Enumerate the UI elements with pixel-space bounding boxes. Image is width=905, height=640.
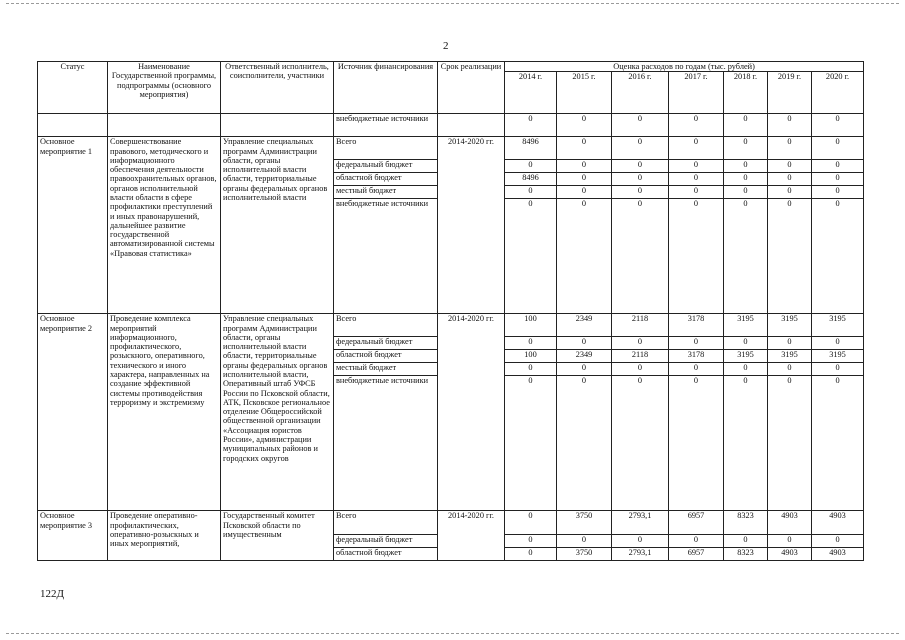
responsible-cell: Государственный комитет Псковской области по имущественным [221, 511, 334, 561]
value-cell: 0 [724, 114, 768, 137]
value-cell: 0 [669, 199, 724, 314]
value-cell: 3750 [557, 511, 612, 535]
value-cell: 0 [812, 186, 864, 199]
value-cell: 3195 [768, 350, 812, 363]
value-cell: 0 [768, 199, 812, 314]
value-cell: 0 [669, 173, 724, 186]
value-cell: 3195 [724, 350, 768, 363]
value-cell: 0 [812, 535, 864, 548]
header-year: 2014 г. [505, 72, 557, 114]
value-cell: 6957 [669, 511, 724, 535]
value-cell: 3195 [768, 314, 812, 337]
name-cell: Проведение оперативно-профилактических, оперативно-розыскных и иных мероприятий, [108, 511, 221, 561]
value-cell: 3195 [812, 350, 864, 363]
page-number: 2 [443, 40, 449, 52]
table-row [38, 137, 864, 160]
value-cell: 0 [557, 186, 612, 199]
value-cell: 0 [812, 160, 864, 173]
source-cell: областной бюджет [334, 548, 438, 561]
value-cell: 100 [505, 314, 557, 337]
value-cell: 0 [669, 137, 724, 160]
value-cell: 0 [812, 376, 864, 511]
value-cell: 3195 [812, 314, 864, 337]
value-cell: 2118 [612, 350, 669, 363]
scan-top-edge [6, 3, 899, 4]
source-cell: внебюджетные источники [334, 114, 438, 137]
value-cell: 0 [505, 186, 557, 199]
value-cell: 0 [505, 160, 557, 173]
value-cell: 0 [612, 376, 669, 511]
value-cell: 0 [812, 114, 864, 137]
header-year: 2015 г. [557, 72, 612, 114]
value-cell: 0 [669, 363, 724, 376]
source-cell: Всего [334, 511, 438, 535]
value-cell: 0 [812, 337, 864, 350]
value-cell: 3195 [724, 314, 768, 337]
value-cell: 0 [557, 337, 612, 350]
responsible-cell: Управление специальных программ Администрации области, органы исполнительной власти области, территориальные органы федеральных органов исполнительной власти [221, 137, 334, 314]
value-cell: 0 [505, 548, 557, 561]
term-cell: 2014-2020 гг. [438, 137, 505, 314]
header-year: 2019 г. [768, 72, 812, 114]
responsible-cell: Управление специальных программ Администрации области, органы исполнительной власти области, территориальные органы федеральных органов исполнительной власти, Оперативный штаб УФСБ России по Псковской области, АТК, Псковское региональное отделение Общероссийской общественной организации «Ассоциация юристов России», администрации муниципальных районов и городских округов [221, 314, 334, 511]
value-cell: 0 [724, 186, 768, 199]
value-cell: 3178 [669, 314, 724, 337]
value-cell: 0 [557, 363, 612, 376]
expenses-table [37, 61, 864, 561]
value-cell: 2118 [612, 314, 669, 337]
value-cell: 0 [724, 137, 768, 160]
value-cell: 0 [812, 173, 864, 186]
source-cell: федеральный бюджет [334, 535, 438, 548]
value-cell: 0 [768, 160, 812, 173]
value-cell: 0 [768, 535, 812, 548]
value-cell: 0 [768, 137, 812, 160]
value-cell: 0 [557, 376, 612, 511]
term-cell: 2014-2020 гг. [438, 511, 505, 561]
status-cell: Основное мероприятие 1 [38, 137, 108, 314]
value-cell: 0 [612, 199, 669, 314]
value-cell: 4903 [768, 511, 812, 535]
value-cell: 0 [724, 535, 768, 548]
value-cell: 2349 [557, 314, 612, 337]
value-cell: 0 [505, 535, 557, 548]
value-cell: 0 [505, 114, 557, 137]
source-cell: областной бюджет [334, 173, 438, 186]
empty-cell [221, 114, 334, 137]
value-cell: 8323 [724, 548, 768, 561]
term-cell: 2014-2020 гг. [438, 314, 505, 511]
value-cell: 100 [505, 350, 557, 363]
value-cell: 3178 [669, 350, 724, 363]
header-year: 2017 г. [669, 72, 724, 114]
name-cell: Совершенствование правового, методического и информационного обеспечения деятельности правоохранительных органов, органов исполнительной власти области в сфере профилактики преступлений и иных правонарушений, дальнейшее развитие государственной автоматизированной системы «Правовая статистика» [108, 137, 221, 314]
table-row [38, 114, 864, 137]
source-cell: Всего [334, 314, 438, 337]
table-row [38, 314, 864, 337]
value-cell: 0 [505, 199, 557, 314]
value-cell: 8323 [724, 511, 768, 535]
value-cell: 2793,1 [612, 548, 669, 561]
header-year: 2020 г. [812, 72, 864, 114]
value-cell: 2349 [557, 350, 612, 363]
empty-cell [38, 114, 108, 137]
value-cell: 0 [612, 363, 669, 376]
value-cell: 0 [669, 160, 724, 173]
header-responsible: Ответственный исполнитель, соисполнители, участники [221, 62, 334, 114]
value-cell: 4903 [812, 511, 864, 535]
value-cell: 0 [724, 376, 768, 511]
source-cell: местный бюджет [334, 186, 438, 199]
value-cell: 0 [768, 186, 812, 199]
header-source: Источник финансирования [334, 62, 438, 114]
value-cell: 0 [812, 199, 864, 314]
source-cell: федеральный бюджет [334, 337, 438, 350]
value-cell: 0 [724, 173, 768, 186]
header-year: 2018 г. [724, 72, 768, 114]
value-cell: 8496 [505, 173, 557, 186]
table-row [38, 511, 864, 535]
value-cell: 0 [768, 337, 812, 350]
value-cell: 0 [669, 337, 724, 350]
value-cell: 0 [812, 363, 864, 376]
value-cell: 0 [724, 160, 768, 173]
value-cell: 0 [557, 173, 612, 186]
header-name: Наименование Государственной программы, подпрограммы (основного мероприятия) [108, 62, 221, 114]
value-cell: 0 [505, 363, 557, 376]
source-cell: областной бюджет [334, 350, 438, 363]
value-cell: 0 [505, 511, 557, 535]
value-cell: 0 [612, 186, 669, 199]
value-cell: 8496 [505, 137, 557, 160]
value-cell: 0 [612, 173, 669, 186]
value-cell: 6957 [669, 548, 724, 561]
value-cell: 0 [669, 376, 724, 511]
value-cell: 0 [557, 114, 612, 137]
value-cell: 0 [505, 337, 557, 350]
header-term: Срок реализации [438, 62, 505, 114]
value-cell: 0 [557, 535, 612, 548]
value-cell: 0 [557, 137, 612, 160]
value-cell: 0 [724, 199, 768, 314]
source-cell: внебюджетные источники [334, 199, 438, 314]
empty-cell [438, 114, 505, 137]
value-cell: 3750 [557, 548, 612, 561]
value-cell: 2793,1 [612, 511, 669, 535]
value-cell: 0 [768, 376, 812, 511]
status-cell: Основное мероприятие 3 [38, 511, 108, 561]
value-cell: 0 [557, 199, 612, 314]
source-cell: внебюджетные источники [334, 376, 438, 511]
header-status: Статус [38, 62, 108, 114]
value-cell: 0 [557, 160, 612, 173]
header-year: 2016 г. [612, 72, 669, 114]
value-cell: 4903 [812, 548, 864, 561]
status-cell: Основное мероприятие 2 [38, 314, 108, 511]
source-cell: местный бюджет [334, 363, 438, 376]
scan-bottom-edge [6, 633, 899, 634]
header-expenses: Оценка расходов по годам (тыс. рублей) [505, 62, 864, 72]
value-cell: 0 [724, 337, 768, 350]
value-cell: 0 [612, 137, 669, 160]
name-cell: Проведение комплекса мероприятий информационного, профилактического, розыскного, оперативного, технического и иного характера, направленных на создание эффективной системы противодействия терроризму и экстремизму [108, 314, 221, 511]
value-cell: 0 [669, 535, 724, 548]
value-cell: 0 [812, 137, 864, 160]
value-cell: 0 [669, 114, 724, 137]
value-cell: 0 [768, 363, 812, 376]
value-cell: 0 [612, 337, 669, 350]
value-cell: 0 [768, 173, 812, 186]
value-cell: 0 [612, 535, 669, 548]
value-cell: 0 [505, 376, 557, 511]
empty-cell [108, 114, 221, 137]
value-cell: 0 [724, 363, 768, 376]
value-cell: 0 [612, 160, 669, 173]
value-cell: 0 [612, 114, 669, 137]
source-cell: Всего [334, 137, 438, 160]
value-cell: 0 [768, 114, 812, 137]
footer-code: 122Д [40, 588, 65, 600]
source-cell: федеральный бюджет [334, 160, 438, 173]
value-cell: 0 [669, 186, 724, 199]
value-cell: 4903 [768, 548, 812, 561]
